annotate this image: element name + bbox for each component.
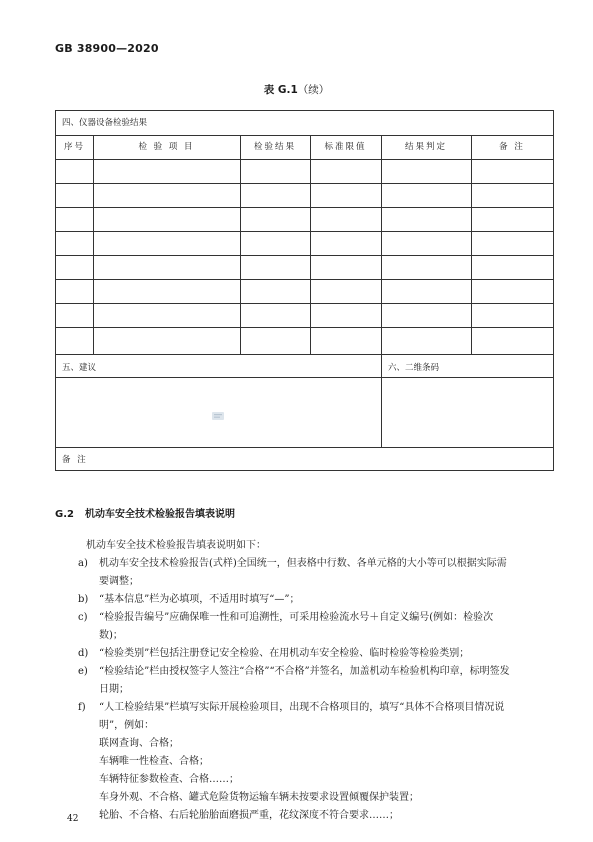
item-f-marker: f) [78,702,86,713]
item-f-line: “人工检验结果”栏填写实际开展检验项目，出现不合格项目的，填写“具体不合格项目情况说 [99,702,505,713]
section6-title: 六、二维条码 [388,363,440,373]
item-f-example: 车辆特征参数检查、合格……； [99,774,239,785]
table-caption-number: 表 G.1 [263,84,298,96]
item-c-line: 数)； [99,630,123,641]
table-caption [0,82,593,97]
item-f-example: 车身外观、不合格、罐式危险货物运输车辆未按要求设置倾覆保护装置； [99,792,419,803]
col-divider [93,135,94,354]
row-divider [56,231,553,232]
item-a-marker: a) [78,558,88,569]
row-divider [56,377,553,378]
inspection-results-table [55,110,554,471]
row-divider [56,135,553,136]
item-b-line: “基本信息”栏为必填项，不适用时填写“—”； [99,594,300,605]
watermark-logo-icon [211,410,225,422]
row-divider [56,354,553,355]
col-header-judgement: 结果判定 [404,142,447,152]
row-divider [56,183,553,184]
col-divider [381,354,382,447]
item-d-marker: d) [78,648,89,659]
col-header-remarks: 备 注 [499,142,525,152]
item-a-line: 机动车安全技术检验报告(式样)全国统一，但表格中行数、各单元格的大小等可以根据实际需 [99,558,507,569]
item-c-marker: c) [78,612,88,623]
remarks-label: 备 注 [62,455,88,465]
item-f-example: 车辆唯一性检查、合格； [99,756,209,767]
item-e-line: “检验结论”栏由授权签字人签注“合格”“不合格”并签名，加盖机动车检验机构印章，标明签发 [99,666,510,677]
col-header-limit: 标准限值 [324,142,367,152]
section-number: G.2 [55,509,74,520]
item-e-marker: e) [78,666,88,677]
item-e-line: 日期； [99,684,129,695]
item-a-line: 要调整； [99,576,139,587]
page-number: 42 [67,814,79,824]
section-heading [55,505,235,520]
col-divider [240,135,241,354]
row-divider [56,327,553,328]
row-divider [56,207,553,208]
standard-code: GB 38900—2020 [55,42,159,55]
item-f-example: 联网查询、合格； [99,738,179,749]
col-header-seq: 序号 [63,142,85,152]
table-caption-suffix: （续） [297,84,330,96]
section5-title: 五、建议 [62,363,97,373]
col-divider [381,135,382,354]
col-divider [310,135,311,354]
intro-paragraph: 机动车安全技术检验报告填表说明如下： [86,540,266,551]
row-divider [56,279,553,280]
row-divider [56,255,553,256]
item-b-marker: b) [78,594,89,605]
row-divider [56,159,553,160]
item-d-line: “检验类别”栏包括注册登记安全检验、在用机动车安全检验、临时检验等检验类别； [99,648,470,659]
row-divider [56,447,553,448]
item-c-line: “检验报告编号”应确保唯一性和可追溯性，可采用检验流水号＋自定义编号(例如：检验次 [99,612,494,623]
item-f-line: 明”，例如： [99,720,155,731]
col-divider [471,135,472,354]
row-divider [56,303,553,304]
item-f-example: 轮胎、不合格、右后轮胎胎面磨损严重，花纹深度不符合要求……； [99,810,399,821]
col-header-item: 检 验 项 目 [138,142,195,152]
col-header-result: 检验结果 [253,142,296,152]
watermark-logo [211,410,225,422]
section4-title: 四、仪器设备检验结果 [62,118,148,128]
section-title: 机动车安全技术检验报告填表说明 [85,509,235,520]
